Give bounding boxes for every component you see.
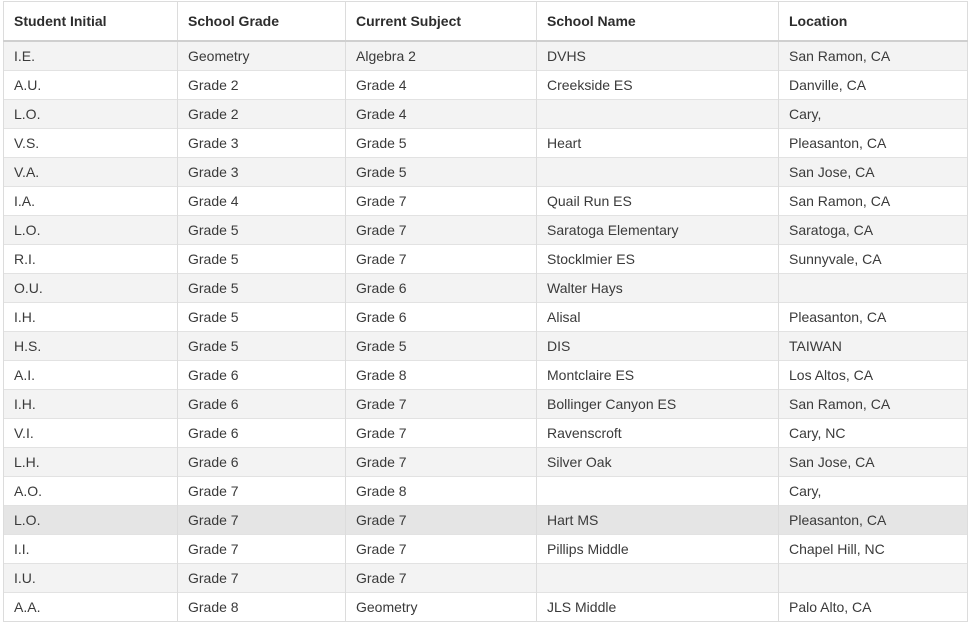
current-subject-cell: Algebra 2 [346,41,537,71]
school-name-cell: Heart [537,129,779,158]
current-subject-cell: Grade 7 [346,216,537,245]
student-initial-cell: I.H. [4,303,178,332]
school-grade-cell: Grade 3 [178,158,346,187]
current-subject-cell: Grade 7 [346,245,537,274]
table-header-row [4,2,968,42]
school-grade-cell: Grade 3 [178,129,346,158]
table-row [4,564,968,593]
current-subject-cell: Grade 4 [346,100,537,129]
student-initial-cell: L.O. [4,506,178,535]
location-cell: Chapel Hill, NC [779,535,968,564]
current-subject-cell: Grade 8 [346,477,537,506]
school-name-cell: Bollinger Canyon ES [537,390,779,419]
student-initial-cell: A.I. [4,361,178,390]
school-grade-cell: Grade 6 [178,361,346,390]
location-cell: Sunnyvale, CA [779,245,968,274]
location-cell: Pleasanton, CA [779,129,968,158]
current-subject-cell: Grade 8 [346,361,537,390]
school-grade-cell: Grade 5 [178,274,346,303]
table-row [4,187,968,216]
school-name-cell: DIS [537,332,779,361]
current-subject-cell: Grade 7 [346,419,537,448]
location-cell: Los Altos, CA [779,361,968,390]
location-cell: Danville, CA [779,71,968,100]
table-row [4,41,968,71]
student-initial-cell: O.U. [4,274,178,303]
school-grade-cell: Grade 6 [178,448,346,477]
school-grade-cell: Grade 7 [178,535,346,564]
table-row [4,245,968,274]
location-cell: Pleasanton, CA [779,506,968,535]
current-subject-cell: Grade 5 [346,332,537,361]
table-row [4,593,968,622]
school-grade-cell: Grade 5 [178,216,346,245]
column-header-school-grade[interactable]: School Grade [178,2,346,42]
location-cell: TAIWAN [779,332,968,361]
table-row [4,100,968,129]
school-name-cell [537,477,779,506]
student-initial-cell: L.O. [4,100,178,129]
school-name-cell [537,158,779,187]
location-cell [779,274,968,303]
location-cell: Saratoga, CA [779,216,968,245]
current-subject-cell: Grade 6 [346,303,537,332]
table-row [4,477,968,506]
current-subject-cell: Grade 7 [346,390,537,419]
school-name-cell: JLS Middle [537,593,779,622]
student-initial-cell: V.A. [4,158,178,187]
location-cell: Cary, [779,100,968,129]
student-initial-cell: A.O. [4,477,178,506]
student-initial-cell: R.I. [4,245,178,274]
student-table-container [3,1,967,622]
table-row [4,419,968,448]
column-header-current-subject[interactable]: Current Subject [346,2,537,42]
table-row [4,332,968,361]
school-name-cell: Stocklmier ES [537,245,779,274]
school-grade-cell: Grade 6 [178,419,346,448]
location-cell: San Ramon, CA [779,187,968,216]
student-initial-cell: I.H. [4,390,178,419]
school-name-cell: Creekside ES [537,71,779,100]
school-name-cell: Montclaire ES [537,361,779,390]
school-grade-cell: Grade 7 [178,564,346,593]
location-cell: San Ramon, CA [779,41,968,71]
table-row [4,448,968,477]
school-name-cell: Hart MS [537,506,779,535]
table-row [4,390,968,419]
school-name-cell [537,564,779,593]
table-row [4,158,968,187]
location-cell: Pleasanton, CA [779,303,968,332]
school-grade-cell: Grade 5 [178,245,346,274]
location-cell: San Ramon, CA [779,390,968,419]
table-row [4,216,968,245]
current-subject-cell: Grade 7 [346,535,537,564]
school-grade-cell: Grade 5 [178,303,346,332]
location-cell [779,564,968,593]
table-row [4,274,968,303]
current-subject-cell: Grade 7 [346,506,537,535]
school-grade-cell: Grade 2 [178,71,346,100]
table-row [4,506,968,535]
school-name-cell: Saratoga Elementary [537,216,779,245]
school-name-cell [537,100,779,129]
current-subject-cell: Grade 5 [346,129,537,158]
student-initial-cell: L.O. [4,216,178,245]
current-subject-cell: Grade 7 [346,187,537,216]
location-cell: Palo Alto, CA [779,593,968,622]
school-name-cell: Ravenscroft [537,419,779,448]
school-grade-cell: Grade 8 [178,593,346,622]
current-subject-cell: Grade 4 [346,71,537,100]
location-cell: San Jose, CA [779,158,968,187]
school-grade-cell: Grade 5 [178,332,346,361]
location-cell: San Jose, CA [779,448,968,477]
school-grade-cell: Grade 6 [178,390,346,419]
school-name-cell: DVHS [537,41,779,71]
table-body [4,41,968,622]
current-subject-cell: Grade 5 [346,158,537,187]
table-row [4,303,968,332]
student-initial-cell: A.U. [4,71,178,100]
student-initial-cell: V.S. [4,129,178,158]
school-grade-cell: Grade 2 [178,100,346,129]
location-cell: Cary, [779,477,968,506]
student-initial-cell: A.A. [4,593,178,622]
column-header-school-name[interactable]: School Name [537,2,779,42]
student-initial-cell: I.U. [4,564,178,593]
school-name-cell: Walter Hays [537,274,779,303]
table-row [4,361,968,390]
current-subject-cell: Grade 7 [346,564,537,593]
column-header-location[interactable]: Location [779,2,968,42]
student-table [3,1,968,622]
student-initial-cell: V.I. [4,419,178,448]
school-grade-cell: Grade 4 [178,187,346,216]
school-grade-cell: Grade 7 [178,477,346,506]
current-subject-cell: Grade 7 [346,448,537,477]
table-row [4,129,968,158]
student-initial-cell: I.I. [4,535,178,564]
school-name-cell: Alisal [537,303,779,332]
table-row [4,71,968,100]
school-name-cell: Pillips Middle [537,535,779,564]
column-header-student-initial[interactable]: Student Initial [4,2,178,42]
student-initial-cell: H.S. [4,332,178,361]
student-initial-cell: L.H. [4,448,178,477]
student-initial-cell: I.A. [4,187,178,216]
current-subject-cell: Grade 6 [346,274,537,303]
table-row [4,535,968,564]
location-cell: Cary, NC [779,419,968,448]
student-initial-cell: I.E. [4,41,178,71]
current-subject-cell: Geometry [346,593,537,622]
school-name-cell: Quail Run ES [537,187,779,216]
school-name-cell: Silver Oak [537,448,779,477]
school-grade-cell: Grade 7 [178,506,346,535]
school-grade-cell: Geometry [178,41,346,71]
